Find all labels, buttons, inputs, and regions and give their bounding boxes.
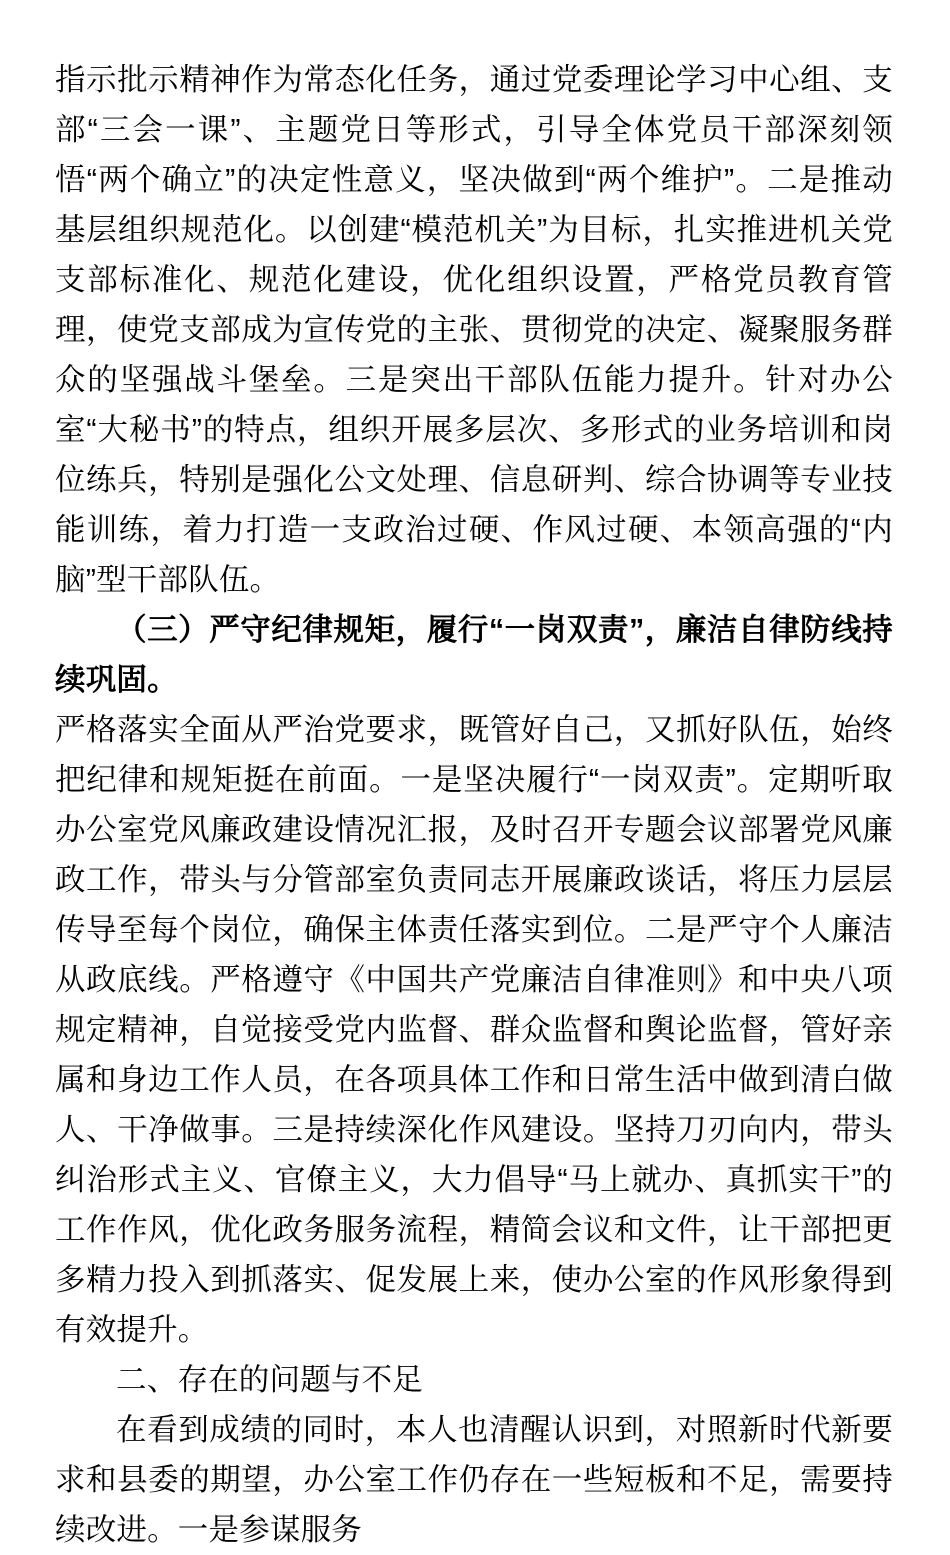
- body-paragraph-problems-intro: 在看到成绩的同时，本人也清醒认识到，对照新时代新要求和县委的期望，办公室工作仍存在一些短板和不足，需要持续改进。一是参谋服务: [55, 1413, 893, 1547]
- body-paragraph-discipline-detail: 严格落实全面从严治党要求，既管好自己，又抓好队伍，始终把纪律和规矩挺在前面。一是坚决履行“一岗双责”。定期听取办公室党风廉政建设情况汇报，及时召开专题会议部署党风廉政工作，带头与分管部室负责同志开展廉政谈话，将压力层层传导至每个岗位，确保主体责任落实到位。二是严守个人廉洁从政底线。严格遵守《中国共产党廉洁自律准则》和中央八项规定精神，自觉接受党内监督、群众监督和舆论监督，管好亲属和身边工作人员，在各项具体工作和日常生活中做到清白做人、干净做事。三是持续深化作风建设。坚持刀刃向内，带头纠治形式主义、官僚主义，大力倡导“马上就办、真抓实干”的工作作风，优化政务服务流程，精简会议和文件，让干部把更多精力投入到抓落实、促发展上来，使办公室的作风形象得到有效提升。: [55, 713, 893, 1347]
- document-body: [55, 55, 893, 1555]
- section-heading-problems: 二、存在的问题与不足: [116, 1363, 423, 1397]
- body-paragraph-organization-building: 指示批示精神作为常态化任务，通过党委理论学习中心组、支部“三会一课”、主题党日等形式，引导全体党员干部深刻领悟“两个确立”的决定性意义，坚决做到“两个维护”。二是推动基层组织规范化。以创建“模范机关”为目标，扎实推进机关党支部标准化、规范化建设，优化组织设置，严格党员教育管理，使党支部成为宣传党的主张、贯彻党的决定、凝聚服务群众的坚强战斗堡垒。三是突出干部队伍能力提升。针对办公室“大秘书”的特点，组织开展多层次、多形式的业务培训和岗位练兵，特别是强化公文处理、信息研判、综合协调等专业技能训练，着力打造一支政治过硬、作风过硬、本领高强的“内脑”型干部队伍。: [55, 63, 893, 597]
- subsection-heading-discipline: （三）严守纪律规矩，履行“一岗双责”，廉洁自律防线持续巩固。: [55, 613, 893, 697]
